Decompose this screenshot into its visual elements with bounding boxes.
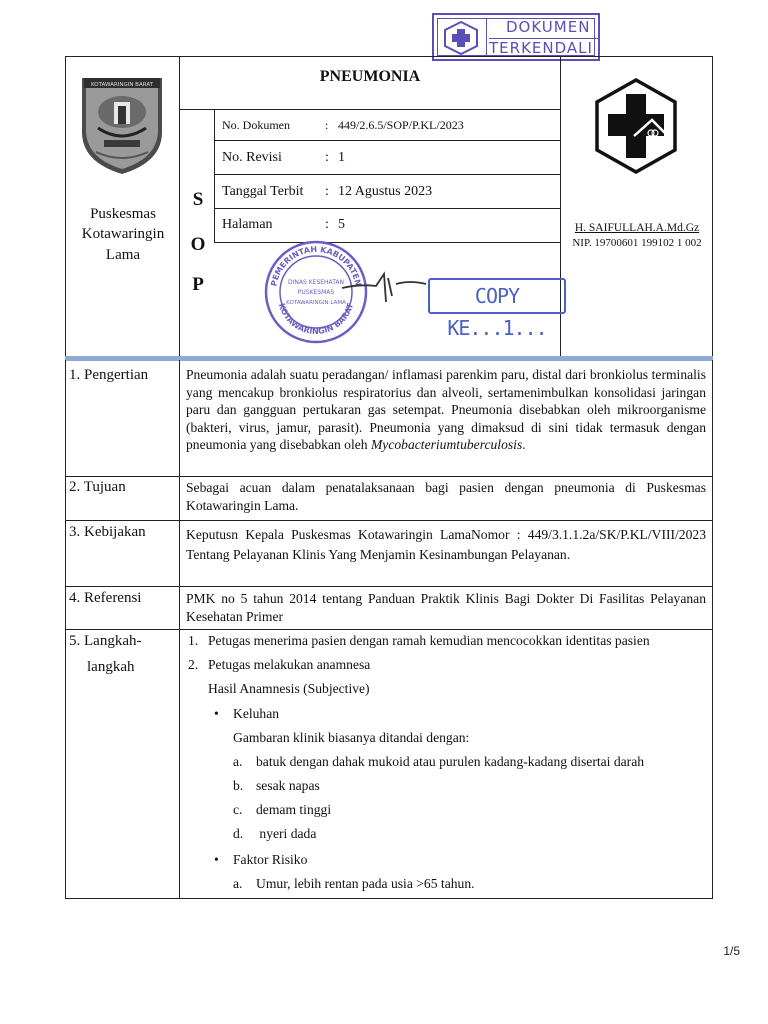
section-kebijakan-text: Keputusn Kepala Puskesmas Kotawaringin LamaNomor : 449/3.1.1.2a/SK/P.KL/VIII/2023 Tentang Pelayanan Klinis Yang Menjamin Kesinambungan Pelayanan. — [186, 527, 706, 562]
step-2-number: 2. — [188, 657, 199, 672]
page-count-label: Halaman — [222, 217, 273, 232]
signature-scribble — [340, 258, 430, 308]
revision-value: 1 — [338, 150, 345, 165]
gambaran-text: Gambaran klinik biasanya ditandai dengan: — [233, 730, 470, 745]
seal-inner-line-1: DINAS KESEHATAN — [288, 279, 344, 286]
issue-date-sep: : — [325, 184, 329, 199]
keluhan-item-d-mark: d. — [233, 826, 244, 841]
risiko-item-a-mark: a. — [233, 876, 243, 891]
keluhan-item-a-mark: a. — [233, 754, 243, 769]
risiko-item-a: Umur, lebih rentan pada usia >65 tahun. — [256, 876, 475, 891]
keluhan-item-b-mark: b. — [233, 778, 244, 793]
bullet-icon: • — [214, 706, 219, 721]
sop-title: PNEUMONIA — [319, 68, 421, 85]
regency-coat-of-arms-icon — [78, 72, 166, 176]
section-langkah-label-2: langkah — [87, 659, 135, 675]
seal-bottom-text: KOTAWARINGIN BARAT — [276, 302, 356, 337]
step-1-text: Petugas menerima pasien dengan ramah kemudian mencocokkan identitas pasien — [208, 633, 650, 648]
revision-label: No. Revisi — [222, 150, 282, 165]
sop-letter-s: S — [192, 189, 204, 210]
controlled-document-stamp — [432, 13, 600, 61]
anamnesis-heading: Hasil Anamnesis (Subjective) — [208, 681, 370, 696]
step-1-number: 1. — [188, 633, 199, 648]
stamp-line-1: DOKUMEN — [506, 18, 591, 36]
sop-letter-p: P — [192, 274, 204, 295]
signatory-nip: NIP. 19700601 199102 1 002 — [572, 237, 702, 249]
section-langkah-label-1: 5. Langkah- — [69, 633, 142, 649]
issue-date-value: 12 Agustus 2023 — [338, 184, 433, 199]
puskesmas-hexagon-logo-icon — [594, 78, 678, 174]
keluhan-item-a: batuk dengan dahak mukoid atau purulen kadang-kadang disertai darah — [256, 754, 645, 769]
stamp-line-2: TERKENDALI — [489, 38, 599, 57]
keluhan-item-b: sesak napas — [256, 778, 320, 793]
seal-outer-text: PEMERINTAH KABUPATEN — [269, 244, 363, 287]
doc-number-value: 449/2.6.5/SOP/P.KL/2023 — [338, 118, 464, 132]
page-count-sep: : — [325, 217, 329, 232]
pathogen-name: Mycobacteriumtuberculosis — [370, 437, 523, 452]
keluhan-item-d: nyeri dada — [256, 826, 317, 841]
issue-date-label: Tanggal Terbit — [222, 184, 304, 199]
institution-line-1: Puskesmas — [90, 206, 156, 222]
section-pengertian-label: 1. Pengertian — [69, 367, 149, 383]
keluhan-item-c-mark: c. — [233, 802, 243, 817]
section-pengertian-text: Pneumonia adalah suatu peradangan/ inflamasi parenkim paru, distal dari bronkiolus terminalis yang mencakup bronkiolus respiratorius dan alveoli, sertamenimbulkan konsolidasi jaringan paru dan gangguan pertukaran gas setempat. Pneumonia disebabkan oleh mikroorganisme (bakteri, virus, jamur, parasit). Pneumonia yang dimaksud di sini tidak termasuk dengan pneumonia yang disebabkan oleh Mycobacteriumtuberculosis. — [186, 367, 706, 452]
sop-letter-o: O — [190, 234, 206, 255]
keluhan-heading: Keluhan — [233, 706, 280, 721]
page-count-value: 5 — [338, 217, 345, 232]
stamp-cross-logo-icon — [442, 21, 480, 55]
section-kebijakan-label: 3. Kebijakan — [69, 524, 146, 540]
institution-line-2: Kotawaringin — [81, 226, 165, 242]
section-tujuan-text: Sebagai acuan dalam penatalaksanaan bagi pasien dengan pneumonia di Puskesmas Kotawaringin Lama. — [186, 480, 706, 513]
copy-number-stamp: COPY KE...1... — [428, 278, 566, 314]
section-tujuan-label: 2. Tujuan — [69, 479, 126, 495]
keluhan-item-c: demam tinggi — [256, 802, 332, 817]
seal-inner-line-3: KOTAWARINGIN LAMA — [286, 300, 346, 306]
step-2-text: Petugas melakukan anamnesa — [208, 657, 371, 672]
signatory-name: H. SAIFULLAH.A.Md.Gz — [574, 222, 700, 234]
faktor-risiko-heading: Faktor Risiko — [233, 852, 308, 867]
page-number: 1/5 — [723, 944, 740, 958]
seal-inner-line-2: PUSKESMAS — [297, 289, 335, 296]
doc-number-label: No. Dokumen — [222, 118, 290, 132]
revision-sep: : — [325, 150, 329, 165]
section-referensi-text: PMK no 5 tahun 2014 tentang Panduan Praktik Klinis Bagi Dokter Di Fasilitas Pelayanan Kesehatan Primer — [186, 591, 706, 624]
institution-line-3: Lama — [105, 247, 141, 263]
doc-number-sep: : — [325, 118, 329, 132]
logo-banner-text: KOTAWARINGIN BARAT — [90, 82, 154, 88]
bullet-icon: • — [214, 852, 219, 867]
section-referensi-label: 4. Referensi — [69, 590, 142, 606]
